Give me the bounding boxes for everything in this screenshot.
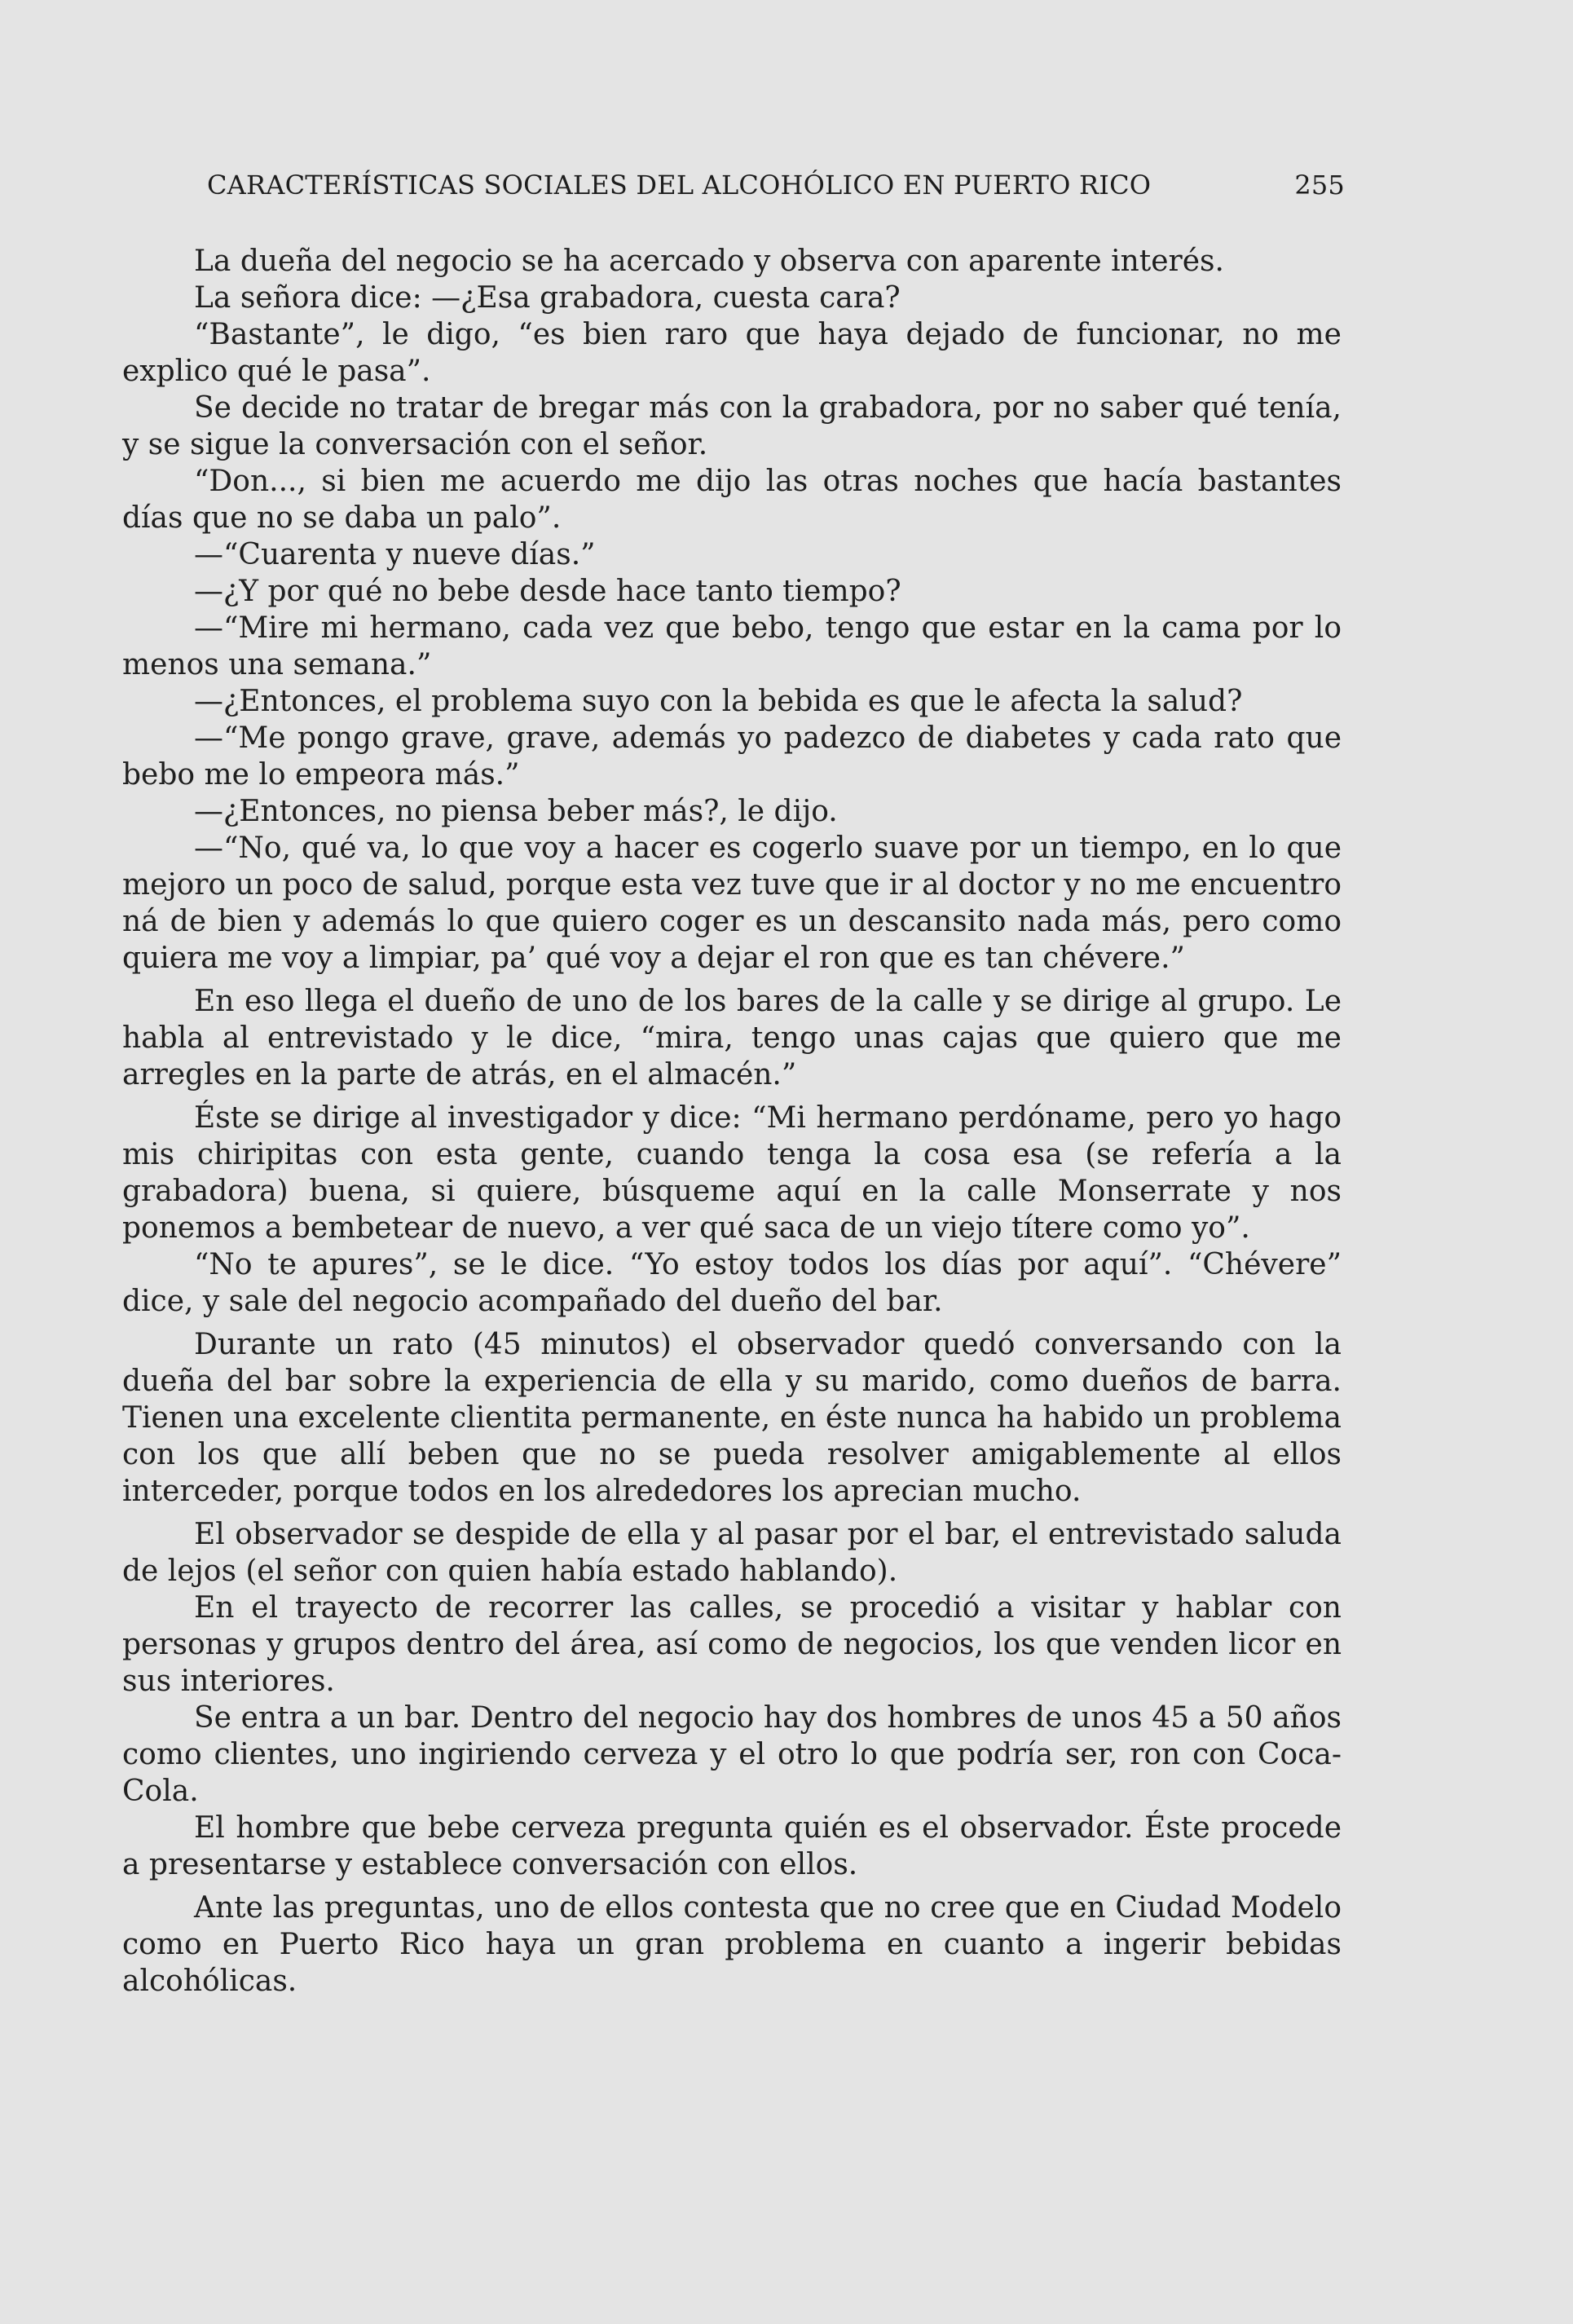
paragraph: Ante las preguntas, uno de ellos contesta que no cree que en Ciudad Modelo como en Puerto Rico haya un gran problema en cuanto a ingerir bebidas alcohólicas. bbox=[122, 1891, 1342, 1998]
paragraph: Durante un rato (45 minutos) el observador quedó conversando con la dueña del bar sobre la experiencia de ella y su marido, como dueños de barra. Tienen una excelente clientita permanente, en éste nunca ha habido un problema con los que allí beben que no se pueda resolver amigablemente al ellos interceder, porque todos en los alrededores los aprecian mucho. bbox=[122, 1328, 1342, 1508]
paragraph: El hombre que bebe cerveza pregunta quién es el observador. Éste procede a presentarse y establece conversación con ellos. bbox=[122, 1811, 1342, 1881]
paragraph: —“Mire mi hermano, cada vez que bebo, tengo que estar en la cama por lo menos una semana.” bbox=[122, 611, 1342, 681]
paragraph: La señora dice: —¿Esa grabadora, cuesta cara? bbox=[194, 281, 901, 315]
paragraph: Éste se dirige al investigador y dice: “Mi hermano perdóname, pero yo hago mis chiripitas con esta gente, cuando tenga la cosa esa (se refería a la grabadora) buena, si quiere, búsqueme aquí en la calle Monserrate y nos ponemos a bembetear de nuevo, a ver qué saca de un viejo títere como yo”. bbox=[122, 1101, 1342, 1245]
body-text bbox=[122, 243, 1342, 2000]
paragraph: —“Cuarenta y nueve días.” bbox=[194, 538, 596, 571]
paragraph: La dueña del negocio se ha acercado y observa con aparente interés. bbox=[194, 245, 1224, 278]
paragraph: “No te apures”, se le dice. “Yo estoy todos los días por aquí”. “Chévere” dice, y sale del negocio acompañado del dueño del bar. bbox=[122, 1248, 1342, 1318]
paragraph: —¿Y por qué no bebe desde hace tanto tiempo? bbox=[194, 575, 901, 608]
page-number: 255 bbox=[1294, 170, 1345, 201]
paragraph: “Don..., si bien me acuerdo me dijo las otras noches que hacía bastantes días que no se daba un palo”. bbox=[122, 465, 1342, 535]
paragraph: —¿Entonces, el problema suyo con la bebida es que le afecta la salud? bbox=[194, 685, 1243, 718]
paragraph: Se entra a un bar. Dentro del negocio hay dos hombres de unos 45 a 50 años como clientes, uno ingiriendo cerveza y el otro lo que podría ser, ron con Coca-Cola. bbox=[122, 1701, 1342, 1808]
paragraph: —“No, qué va, lo que voy a hacer es cogerlo suave por un tiempo, en lo que mejoro un poco de salud, porque esta vez tuve que ir al doctor y no me encuentro ná de bien y además lo que quiero coger es un descansito nada más, pero como quiera me voy a limpiar, pa’ qué voy a dejar el ron que es tan chévere.” bbox=[122, 831, 1342, 975]
page-header bbox=[207, 170, 1345, 210]
running-head: CARACTERÍSTICAS SOCIALES DEL ALCOHÓLICO EN PUERTO RICO bbox=[207, 170, 1152, 201]
paragraph: “Bastante”, le digo, “es bien raro que haya dejado de funcionar, no me explico qué le pasa”. bbox=[122, 318, 1342, 388]
paragraph: —¿Entonces, no piensa beber más?, le dijo. bbox=[194, 795, 838, 828]
paragraph: Se decide no tratar de bregar más con la grabadora, por no saber qué tenía, y se sigue la conversación con el señor. bbox=[122, 391, 1342, 461]
paragraph: En el trayecto de recorrer las calles, se procedió a visitar y hablar con personas y grupos dentro del área, así como de negocios, los que venden licor en sus interiores. bbox=[122, 1591, 1342, 1698]
paragraph: El observador se despide de ella y al pasar por el bar, el entrevistado saluda de lejos (el señor con quien había estado hablando). bbox=[122, 1518, 1342, 1588]
paragraph: —“Me pongo grave, grave, además yo padezco de diabetes y cada rato que bebo me lo empeora más.” bbox=[122, 721, 1342, 792]
paragraph: En eso llega el dueño de uno de los bares de la calle y se dirige al grupo. Le habla al entrevistado y le dice, “mira, tengo unas cajas que quiero que me arregles en la parte de atrás, en el almacén.” bbox=[122, 985, 1342, 1091]
